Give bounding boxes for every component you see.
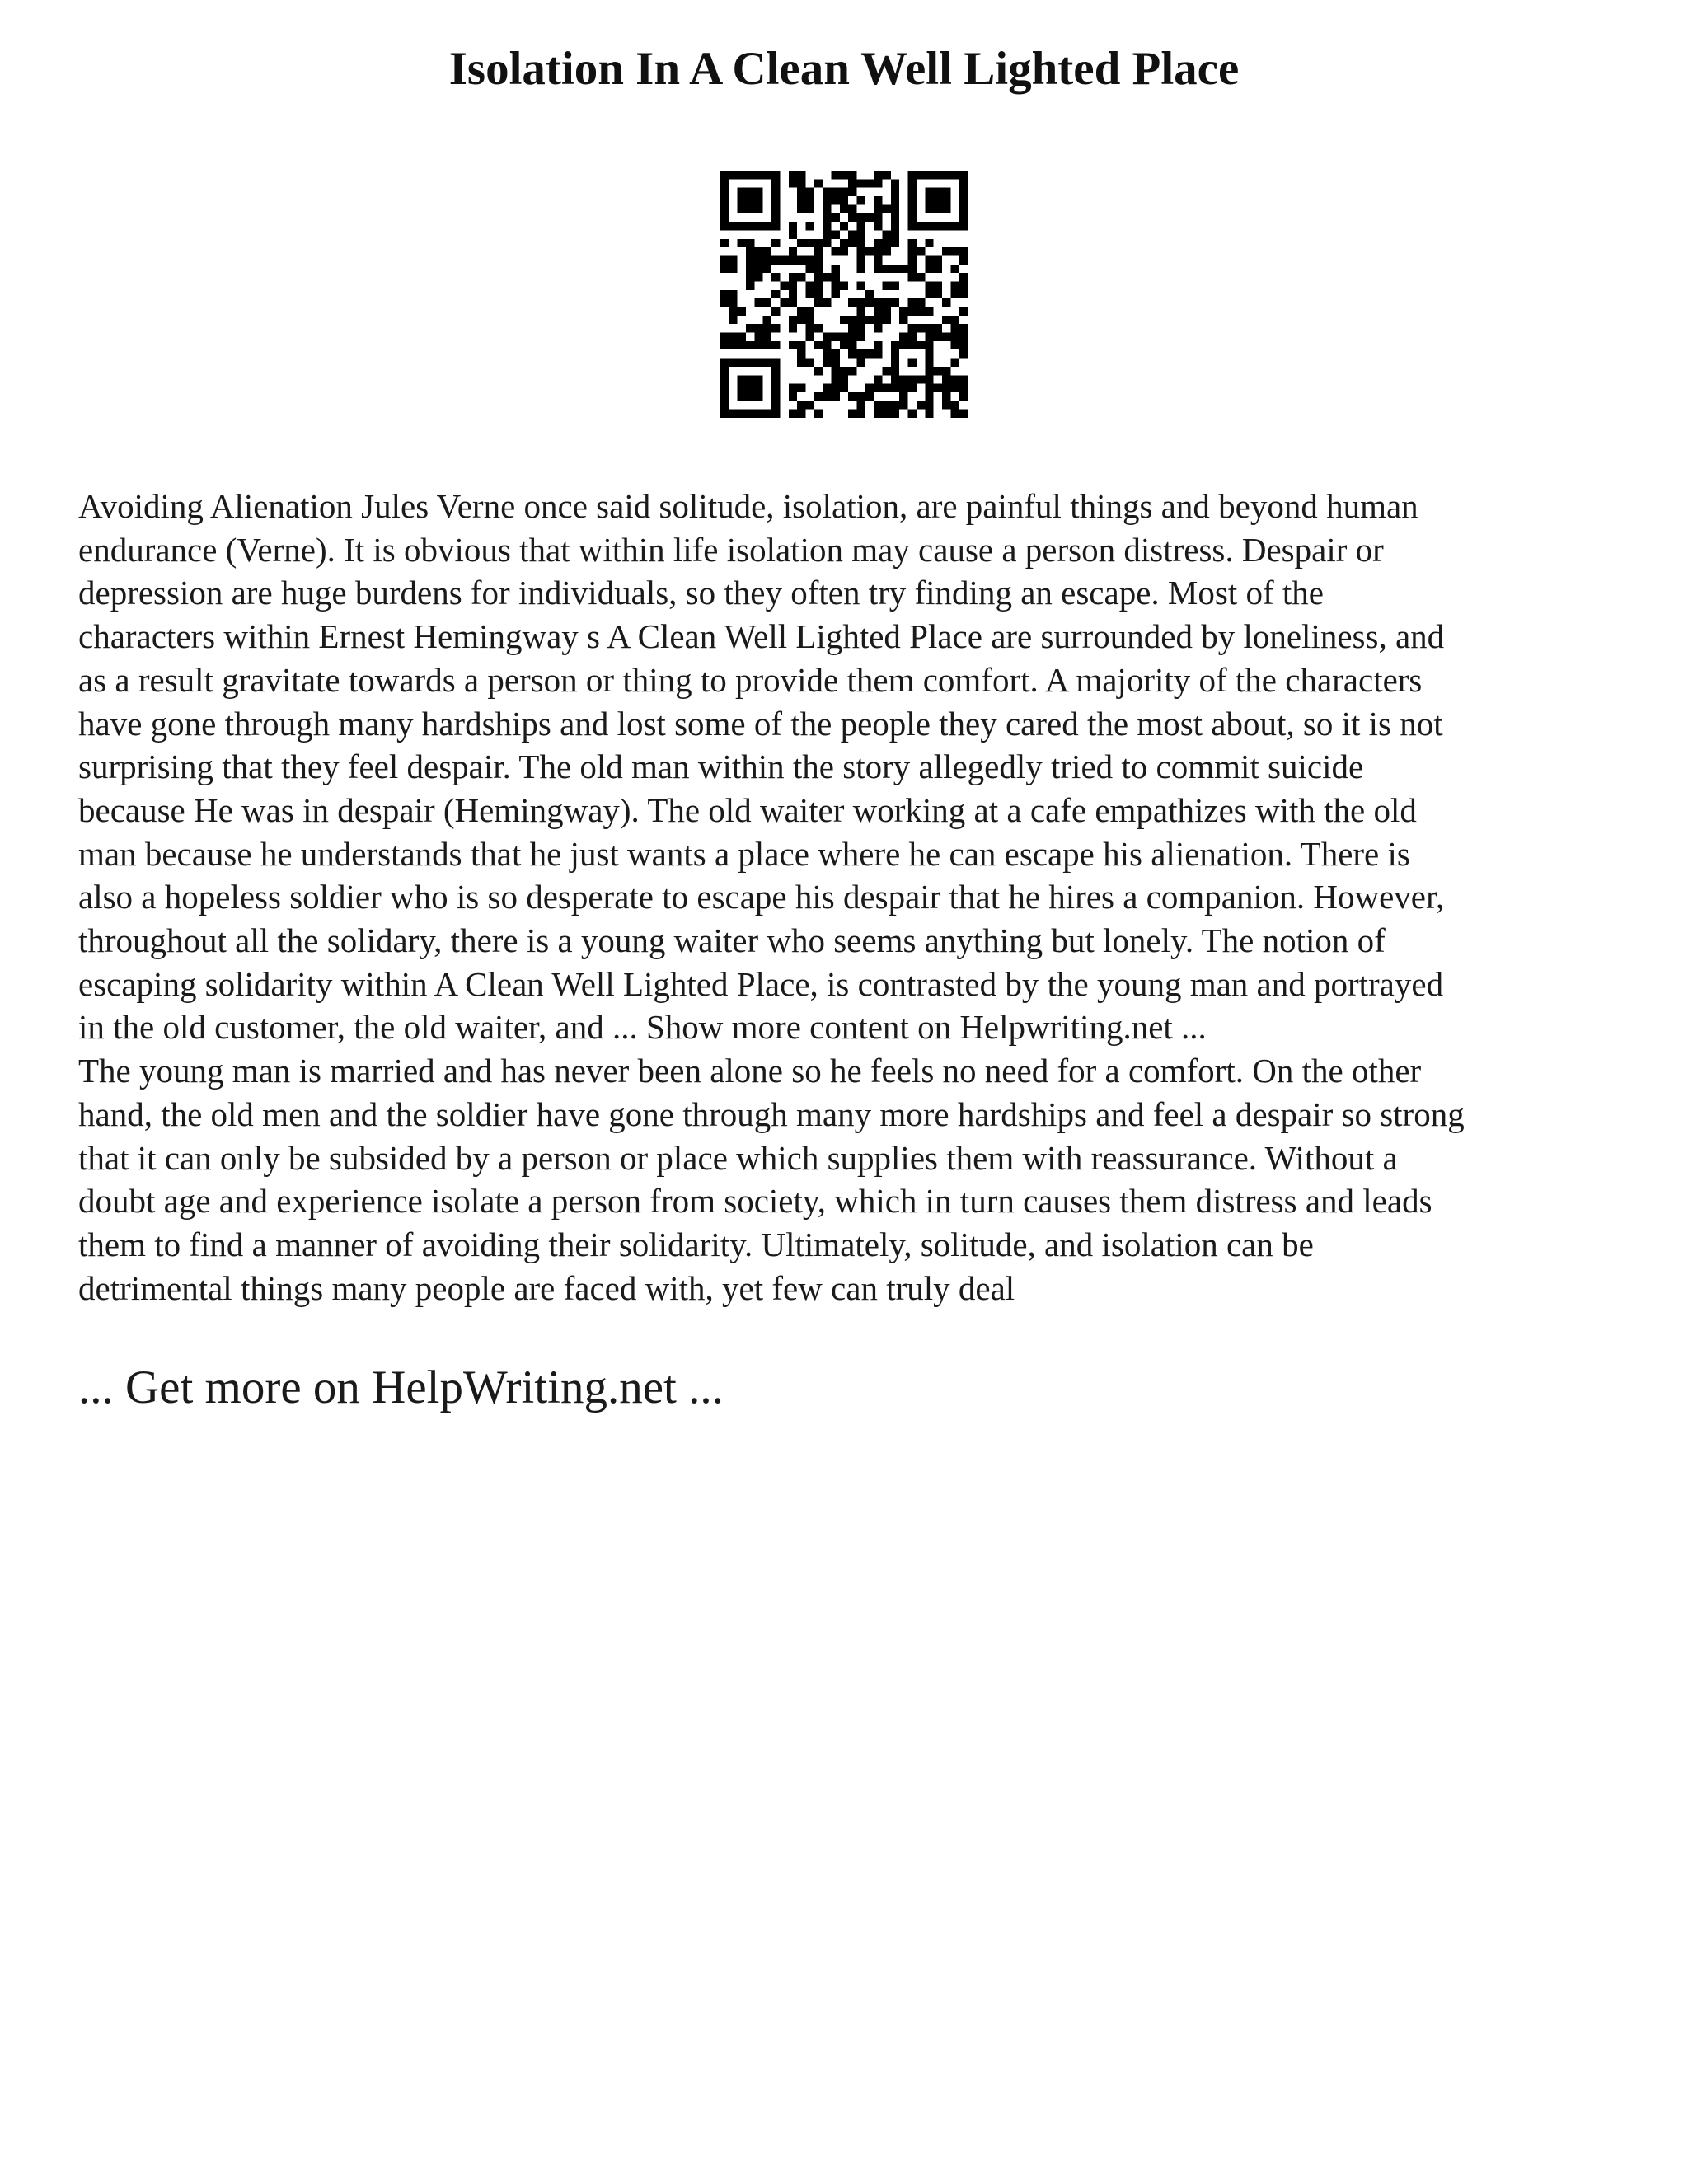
essay-line: depression are huge burdens for individuals, so they often try finding an escape. Most of the [78, 574, 1324, 612]
get-more-link[interactable]: ... Get more on HelpWriting.net ... [78, 1361, 724, 1413]
essay-line: Avoiding Alienation Jules Verne once said solitude, isolation, are painful things and beyond human [78, 487, 1418, 525]
essay-body [78, 485, 1628, 1310]
essay-line: characters within Ernest Hemingway s A Clean Well Lighted Place are surrounded by loneliness, and [78, 617, 1445, 656]
essay-line: endurance (Verne). It is obvious that within life isolation may cause a person distress. Despair or [78, 530, 1384, 569]
essay-line: that it can only be subsided by a person or place which supplies them with reassurance. Without a [78, 1138, 1398, 1177]
essay-line: them to find a manner of avoiding their solidarity. Ultimately, solitude, and isolation can be [78, 1225, 1314, 1263]
essay-line: throughout all the solidary, there is a young waiter who seems anything but lonely. The notion of [78, 921, 1386, 960]
essay-line: man because he understands that he just wants a place where he can escape his alienation. There is [78, 834, 1410, 873]
essay-line: hand, the old men and the soldier have gone through many more hardships and feel a despair so strong [78, 1094, 1465, 1133]
essay-line: escaping solidarity within A Clean Well Lighted Place, is contrasted by the young man and portrayed [78, 964, 1444, 1003]
essay-line: in the old customer, the old waiter, and ... Show more content on Helpwriting.net ... [78, 1008, 1207, 1047]
essay-line: as a result gravitate towards a person or thing to provide them comfort. A majority of the characters [78, 660, 1423, 699]
essay-line: have gone through many hardships and lost some of the people they cared the most about, so it is not [78, 704, 1443, 743]
essay-line: because He was in despair (Hemingway). The old waiter working at a cafe empathizes with the old [78, 790, 1417, 829]
qr-code-icon [720, 171, 968, 418]
essay-line: detrimental things many people are faced with, yet few can truly deal [78, 1268, 1015, 1307]
essay-line: The young man is married and has never been alone so he feels no need for a comfort. On the other [78, 1052, 1422, 1090]
page-title: Isolation In A Clean Well Lighted Place [448, 43, 1240, 95]
essay-line: doubt age and experience isolate a person from society, which in turn causes them distress and leads [78, 1182, 1432, 1221]
essay-line: also a hopeless soldier who is so desperate to escape his despair that he hires a companion. However, [78, 878, 1445, 916]
essay-paragraph-2 [78, 1049, 1628, 1310]
essay-paragraph-1 [78, 485, 1628, 1049]
essay-line: surprising that they feel despair. The old man within the story allegedly tried to commit suicide [78, 748, 1364, 786]
